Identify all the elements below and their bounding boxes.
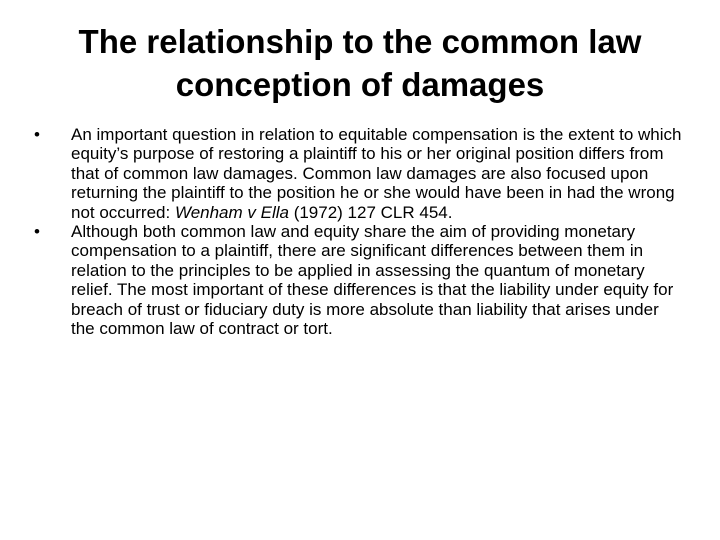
bullet-item-equitable-compensation	[34, 125, 684, 222]
bullet-text: An important question in relation to equitable compensation is the extent to which equity’s purpose of restoring a plaintiff to his or her original position differs from that of common law damages. Common law damages are also focused upon returning the plaintiff to the position he or she would have been in had the wrong not occurred:	[71, 125, 682, 222]
slide-title-line-2: conception of damages	[175, 66, 545, 103]
bullet-text: Although both common law and equity share the aim of providing monetary compensation to a plaintiff, there are significant differences between them in relation to the principles to be applied in assessing the quantum of monetary relief. The most important of these differences is that the liability under equity for breach of trust or fiduciary duty is more absolute than liability that arises under the common law of contract or tort.	[71, 222, 674, 339]
bullet-item-common-law-and-equity	[34, 222, 684, 338]
case-citation-reference: (1972) 127 CLR 454.	[288, 202, 453, 222]
bullet-icon: •	[34, 125, 40, 144]
slide-title	[36, 20, 684, 106]
slide-title-line-1: The relationship to the common law	[78, 23, 642, 60]
bullet-list	[34, 125, 684, 338]
bullet-icon: •	[34, 222, 40, 242]
case-citation-name: Wenham v Ella	[174, 202, 289, 222]
